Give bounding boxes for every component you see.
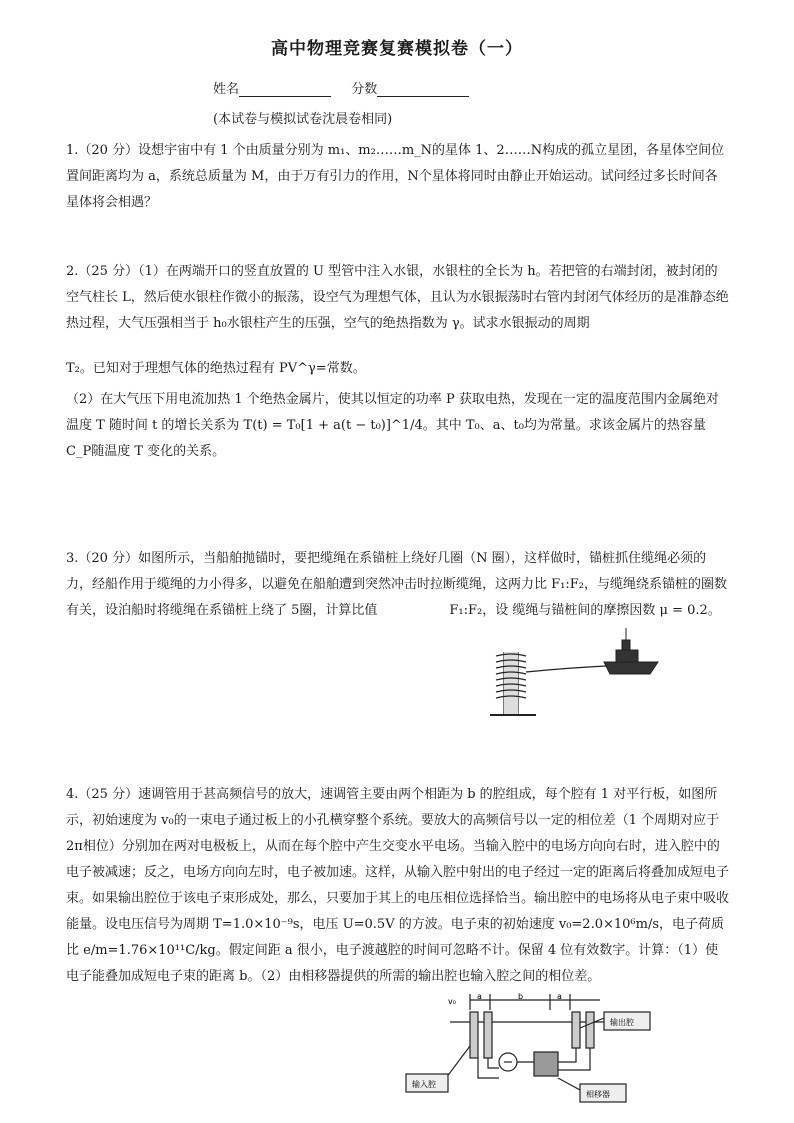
klystron-figure xyxy=(404,990,664,1114)
input-plate-left xyxy=(470,1012,478,1058)
question-2-part-2: （2）在大气压下用电流加热 1 个绝热金属片，使其以恒定的功率 P 获取电热，发现在一定的温度范围内金属绝对温度 T 随时间 t 的增长关系为 T(t) = T₀[1 + a(t − t₀)]^1/4。其中 T₀、a、t₀均为常量。求该金属片的热容量 C_P随温度 T 变化的关系。 xyxy=(66,392,719,459)
score-blank[interactable] xyxy=(377,82,469,97)
a-label-1: a xyxy=(477,992,482,1001)
exam-note: (本试卷与模拟试卷沈晨卷相同) xyxy=(213,112,393,127)
v0-label: v₀ xyxy=(448,997,456,1006)
input-cavity-label: 输入腔 xyxy=(412,1080,436,1089)
output-plate-right xyxy=(586,1012,594,1048)
page-title: 高中物理竞赛复赛模拟卷（一） xyxy=(271,39,523,59)
input-pointer xyxy=(446,1046,470,1078)
question-2-part-1b: T₂。已知对于理想气体的绝热过程有 PV^γ=常数。 xyxy=(66,361,366,376)
student-info xyxy=(213,78,469,97)
name-blank[interactable] xyxy=(239,82,331,97)
score-label: 分数 xyxy=(351,82,378,97)
question-4: 4.（25 分）速调管用于甚高频信号的放大，速调管主要由两个相距为 b 的腔组成，每个腔有 1 对平行板，如图所示，初始速度为 v₀的一束电子通过板上的小孔横穿整个系统。要放大的高频信号以一定的相位差（1 个周期对应于 2π相位）分别加在两对电极板上，从而在每个腔中产生交变水平电场。当输入腔中的电场方向向右时，进入腔中的电子被减速；反之，电场方向向左时，电子被加速。这样，从输入腔中射出的电子经过一定的距离后将叠加成短电子束。如果输出腔位于该电子束形成处，那么，只要加于其上的电压相位选择恰当。输出腔中的电场将从电子束中吸收能量。设电压信号为周期 T=1.0×10⁻⁹s，电压 U=0.5V 的方波。电子束的初始速度 v₀=2.0×10⁶m/s，电子荷质比 e/m=1.76×10¹¹C/kg。假定间距 a 很小，电子渡越腔的时间可忽略不计。保留 4 位有效数字。计算：（1）使电子能叠加成短电子束的距离 b。（2）由相移器提供的所需的输出腔也输入腔之间的相位差。 xyxy=(66,787,730,984)
anchor-figure xyxy=(486,622,661,718)
input-plate-right xyxy=(484,1012,492,1058)
output-cavity-label: 输出腔 xyxy=(610,1018,634,1027)
a-label-2: a xyxy=(557,992,562,1001)
ratio-label: F₁:F₂，设 xyxy=(449,603,509,618)
rope-line xyxy=(526,666,606,672)
question-3-text-2: 缆绳与锚桩间的摩擦因数 μ = 0.2。 xyxy=(512,603,721,618)
question-2-part-1: 2.（25 分）（1）在两端开口的竖直放置的 U 型管中注入水银，水银柱的全长为 h。若把管的右端封闭，被封闭的空气柱长 L，然后使水银柱作微小的振荡，设空气为理想气体，且认为水银振荡时右管内封闭气体经历的是准静态绝热过程，大气压强相当于 h₀水银柱产生的压强，空气的绝热指数为 γ。试求水银振动的周期 xyxy=(66,264,729,331)
name-label: 姓名 xyxy=(213,82,240,97)
phase-shifter-label: 相移器 xyxy=(586,1090,610,1099)
b-label: b xyxy=(518,992,524,1001)
phase-shifter xyxy=(534,1052,558,1076)
output-plate-left xyxy=(572,1012,580,1048)
ship xyxy=(604,628,658,674)
question-3 xyxy=(66,546,730,624)
question-1: 1.（20 分）设想宇宙中有 1 个由质量分别为 m₁、m₂……m_N的星体 1、2……N构成的孤立星团，各星体空间位置间距离均为 a，系统总质量为 M，由于万有引力的作用，N个星体将同时由静止开始运动。试问经过多长时间各星体将会相遇？ xyxy=(66,143,725,210)
question-3-text: 3.（20 分）如图所示，当船舶抛锚时，要把缆绳在系锚桩上绕好几圈（N 圈），这样做时，锚桩抓住缆绳必须的力，经船作用于缆绳的力小得多，以避免在船舶遭到突然冲击时拉断缆绳，这两力比 F₁:F₂，与缆绳绕系锚桩的圈数有关，设泊船时将缆绳在系锚桩上绕了 5圈，计算比值 xyxy=(66,551,727,618)
phase-pointer xyxy=(558,1078,580,1090)
